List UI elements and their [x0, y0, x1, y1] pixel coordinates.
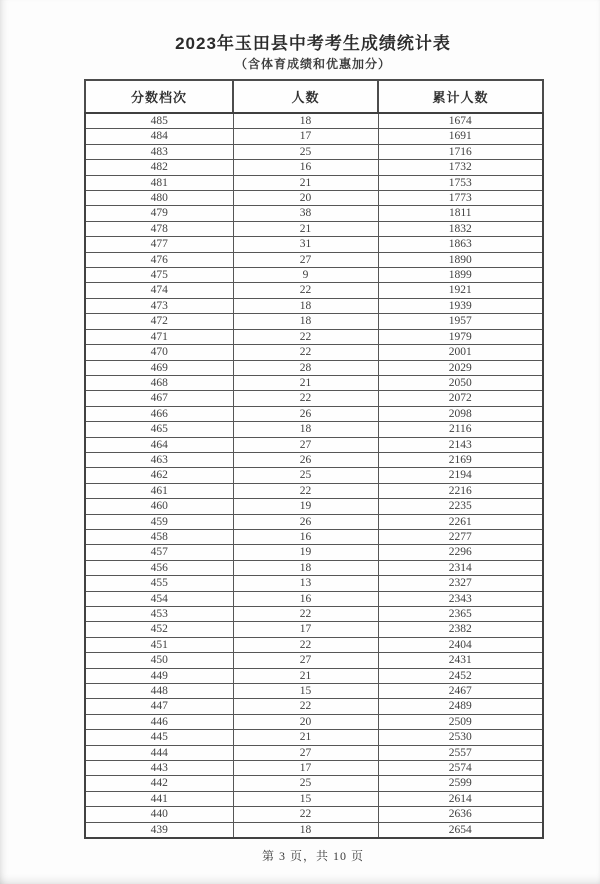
table-cell: 15	[233, 684, 378, 699]
table-cell: 2296	[378, 545, 543, 560]
table-cell: 25	[233, 776, 378, 791]
table-cell: 484	[85, 129, 233, 144]
table-cell: 18	[233, 822, 378, 838]
table-cell: 20	[233, 191, 378, 206]
table-cell: 448	[85, 684, 233, 699]
table-row	[85, 422, 543, 437]
table-cell: 2261	[378, 514, 543, 529]
table-cell: 477	[85, 237, 233, 252]
table-cell: 2636	[378, 807, 543, 822]
table-row	[85, 684, 543, 699]
table-cell: 31	[233, 237, 378, 252]
table-cell: 22	[233, 607, 378, 622]
table-cell: 458	[85, 529, 233, 544]
table-cell: 459	[85, 514, 233, 529]
table-row	[85, 237, 543, 252]
table-cell: 2654	[378, 822, 543, 838]
table-cell: 2452	[378, 668, 543, 683]
table-cell: 27	[233, 653, 378, 668]
table-cell: 464	[85, 437, 233, 452]
table-cell: 479	[85, 206, 233, 221]
table-row	[85, 560, 543, 575]
table-cell: 478	[85, 221, 233, 236]
table-cell: 2029	[378, 360, 543, 375]
table-cell: 38	[233, 206, 378, 221]
table-cell: 1921	[378, 283, 543, 298]
table-cell: 2001	[378, 345, 543, 360]
table-row	[85, 160, 543, 175]
table-cell: 463	[85, 452, 233, 467]
table-cell: 16	[233, 529, 378, 544]
table-row	[85, 699, 543, 714]
table-cell: 475	[85, 268, 233, 283]
table-row	[85, 437, 543, 452]
table-cell: 454	[85, 591, 233, 606]
table-cell: 21	[233, 668, 378, 683]
table-row	[85, 283, 543, 298]
table-cell: 15	[233, 791, 378, 806]
table-row	[85, 745, 543, 760]
table-cell: 455	[85, 576, 233, 591]
table-cell: 26	[233, 452, 378, 467]
table-cell: 451	[85, 637, 233, 652]
table-row	[85, 514, 543, 529]
table-cell: 2382	[378, 622, 543, 637]
table-cell: 17	[233, 761, 378, 776]
table-cell: 460	[85, 499, 233, 514]
table-row	[85, 576, 543, 591]
table-cell: 466	[85, 406, 233, 421]
table-row	[85, 375, 543, 390]
table-cell: 26	[233, 406, 378, 421]
table-cell: 481	[85, 175, 233, 190]
table-row	[85, 221, 543, 236]
table-cell: 13	[233, 576, 378, 591]
table-row	[85, 129, 543, 144]
table-row	[85, 761, 543, 776]
table-cell: 462	[85, 468, 233, 483]
table-cell: 22	[233, 483, 378, 498]
table-cell: 18	[233, 560, 378, 575]
table-cell: 442	[85, 776, 233, 791]
table-row	[85, 776, 543, 791]
table-row	[85, 144, 543, 159]
table-cell: 21	[233, 221, 378, 236]
table-cell: 468	[85, 375, 233, 390]
table-cell: 18	[233, 422, 378, 437]
table-cell: 1832	[378, 221, 543, 236]
table-cell: 2431	[378, 653, 543, 668]
table-cell: 456	[85, 560, 233, 575]
table-cell: 1957	[378, 314, 543, 329]
table-cell: 2098	[378, 406, 543, 421]
table-header-row	[85, 80, 543, 113]
table-cell: 18	[233, 298, 378, 313]
table-cell: 19	[233, 499, 378, 514]
table-body	[85, 113, 543, 838]
table-cell: 2614	[378, 791, 543, 806]
table-row	[85, 545, 543, 560]
table-cell: 16	[233, 591, 378, 606]
table-cell: 2050	[378, 375, 543, 390]
table-cell: 2327	[378, 576, 543, 591]
table-cell: 2599	[378, 776, 543, 791]
table-row	[85, 406, 543, 421]
table-cell: 22	[233, 637, 378, 652]
table-cell: 476	[85, 252, 233, 267]
table-cell: 473	[85, 298, 233, 313]
table-cell: 21	[233, 375, 378, 390]
table-cell: 443	[85, 761, 233, 776]
table-cell: 21	[233, 730, 378, 745]
table-cell: 440	[85, 807, 233, 822]
table-cell: 453	[85, 607, 233, 622]
table-cell: 447	[85, 699, 233, 714]
table-cell: 21	[233, 175, 378, 190]
table-cell: 2404	[378, 637, 543, 652]
table-row	[85, 499, 543, 514]
table-row	[85, 822, 543, 838]
table-cell: 2509	[378, 714, 543, 729]
table-cell: 1732	[378, 160, 543, 175]
table-row	[85, 468, 543, 483]
table-row	[85, 483, 543, 498]
score-statistics-table	[84, 79, 544, 839]
table-cell: 441	[85, 791, 233, 806]
table-cell: 18	[233, 113, 378, 129]
table-row	[85, 668, 543, 683]
table-cell: 2467	[378, 684, 543, 699]
table-cell: 457	[85, 545, 233, 560]
table-row	[85, 268, 543, 283]
table-cell: 2194	[378, 468, 543, 483]
table-cell: 467	[85, 391, 233, 406]
table-cell: 2169	[378, 452, 543, 467]
col-header-cumulative-count: 累计人数	[378, 80, 543, 113]
table-row	[85, 591, 543, 606]
table-cell: 1890	[378, 252, 543, 267]
table-cell: 444	[85, 745, 233, 760]
table-cell: 470	[85, 345, 233, 360]
table-cell: 1979	[378, 329, 543, 344]
table-row	[85, 622, 543, 637]
table-cell: 2574	[378, 761, 543, 776]
table-cell: 25	[233, 144, 378, 159]
table-cell: 1716	[378, 144, 543, 159]
table-cell: 2343	[378, 591, 543, 606]
table-cell: 2314	[378, 560, 543, 575]
table-cell: 2365	[378, 607, 543, 622]
table-cell: 452	[85, 622, 233, 637]
table-cell: 471	[85, 329, 233, 344]
page-title: 2023年玉田县中考考生成绩统计表	[175, 34, 451, 53]
table-row	[85, 329, 543, 344]
table-row	[85, 191, 543, 206]
table-cell: 482	[85, 160, 233, 175]
table-cell: 28	[233, 360, 378, 375]
table-cell: 2216	[378, 483, 543, 498]
table-cell: 439	[85, 822, 233, 838]
table-cell: 20	[233, 714, 378, 729]
table-cell: 22	[233, 329, 378, 344]
table-row	[85, 714, 543, 729]
table-cell: 1691	[378, 129, 543, 144]
table-cell: 2277	[378, 529, 543, 544]
table-row	[85, 529, 543, 544]
col-header-score-bracket: 分数档次	[85, 80, 233, 113]
table-cell: 483	[85, 144, 233, 159]
table-cell: 485	[85, 113, 233, 129]
table-cell: 472	[85, 314, 233, 329]
table-cell: 1753	[378, 175, 543, 190]
table-cell: 446	[85, 714, 233, 729]
table-cell: 17	[233, 129, 378, 144]
table-cell: 22	[233, 391, 378, 406]
table-cell: 22	[233, 345, 378, 360]
table-cell: 465	[85, 422, 233, 437]
table-row	[85, 391, 543, 406]
table-row	[85, 452, 543, 467]
table-cell: 2530	[378, 730, 543, 745]
table-cell: 2116	[378, 422, 543, 437]
table-cell: 1939	[378, 298, 543, 313]
table-cell: 27	[233, 745, 378, 760]
table-cell: 1773	[378, 191, 543, 206]
table-row	[85, 314, 543, 329]
page-subtitle: （含体育成绩和优惠加分）	[234, 57, 391, 71]
table-cell: 27	[233, 437, 378, 452]
table-row	[85, 360, 543, 375]
table-cell: 26	[233, 514, 378, 529]
table-cell: 461	[85, 483, 233, 498]
table-cell: 2143	[378, 437, 543, 452]
table-cell: 22	[233, 699, 378, 714]
page-number: 第 3 页，共 10 页	[261, 849, 364, 864]
table-cell: 2557	[378, 745, 543, 760]
table-cell: 18	[233, 314, 378, 329]
table-cell: 1899	[378, 268, 543, 283]
table-row	[85, 653, 543, 668]
table-cell: 27	[233, 252, 378, 267]
table-cell: 1811	[378, 206, 543, 221]
table-cell: 25	[233, 468, 378, 483]
document-content	[84, 0, 542, 864]
table-cell: 469	[85, 360, 233, 375]
table-cell: 480	[85, 191, 233, 206]
table-cell: 2489	[378, 699, 543, 714]
table-cell: 445	[85, 730, 233, 745]
table-cell: 19	[233, 545, 378, 560]
table-cell: 449	[85, 668, 233, 683]
table-cell: 16	[233, 160, 378, 175]
table-row	[85, 175, 543, 190]
table-cell: 17	[233, 622, 378, 637]
table-cell: 9	[233, 268, 378, 283]
table-cell: 450	[85, 653, 233, 668]
table-cell: 2072	[378, 391, 543, 406]
table-cell: 1863	[378, 237, 543, 252]
table-row	[85, 206, 543, 221]
table-row	[85, 791, 543, 806]
table-row	[85, 298, 543, 313]
table-cell: 22	[233, 283, 378, 298]
table-row	[85, 607, 543, 622]
table-row	[85, 637, 543, 652]
table-cell: 474	[85, 283, 233, 298]
table-header	[85, 80, 543, 113]
table-row	[85, 807, 543, 822]
table-cell: 2235	[378, 499, 543, 514]
table-row	[85, 345, 543, 360]
table-cell: 22	[233, 807, 378, 822]
table-cell: 1674	[378, 113, 543, 129]
table-row	[85, 730, 543, 745]
col-header-count: 人数	[233, 80, 378, 113]
table-row	[85, 252, 543, 267]
table-row	[85, 113, 543, 129]
